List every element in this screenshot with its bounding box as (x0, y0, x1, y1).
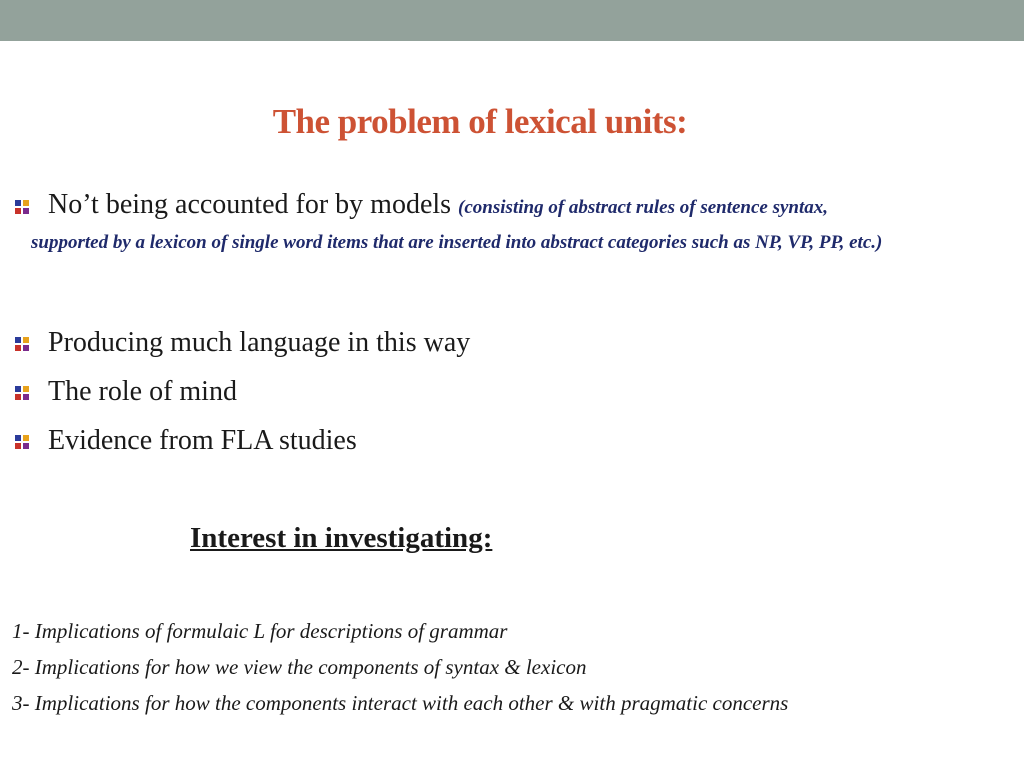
bullet-text-3: The role of mind (48, 376, 237, 407)
implication-item-2: 2- Implications for how we view the components of syntax & lexicon (12, 655, 587, 679)
bullet-note-line-1: (consisting of abstract rules of sentence syntax, (458, 197, 829, 218)
bullet-icon (14, 385, 30, 401)
bullet-item-3 (14, 376, 1004, 410)
bullet-text-2: Producing much language in this way (48, 327, 471, 358)
implication-item-1: 1- Implications of formulaic L for descriptions of grammar (12, 619, 508, 643)
top-bar (0, 0, 1024, 41)
bullet-text-1 (14, 190, 1008, 223)
subheading: Interest in investigating: (190, 522, 493, 554)
bullet-main-text: No’t being accounted for by models (48, 189, 459, 220)
bullet-icon (14, 434, 30, 450)
bullet-note-line-2: supported by a lexicon of single word items that are inserted into abstract categories such as NP, VP, PP, etc.) (31, 232, 883, 253)
bullet-text-4: Evidence from FLA studies (48, 425, 357, 456)
slide-title: The problem of lexical units: (272, 102, 688, 141)
bullet-item-4 (14, 425, 1004, 459)
implication-item-3: 3- Implications for how the components interact with each other & with pragmatic concerns (12, 691, 789, 715)
bullet-item-2 (14, 327, 1004, 361)
bullet-icon (14, 336, 30, 352)
